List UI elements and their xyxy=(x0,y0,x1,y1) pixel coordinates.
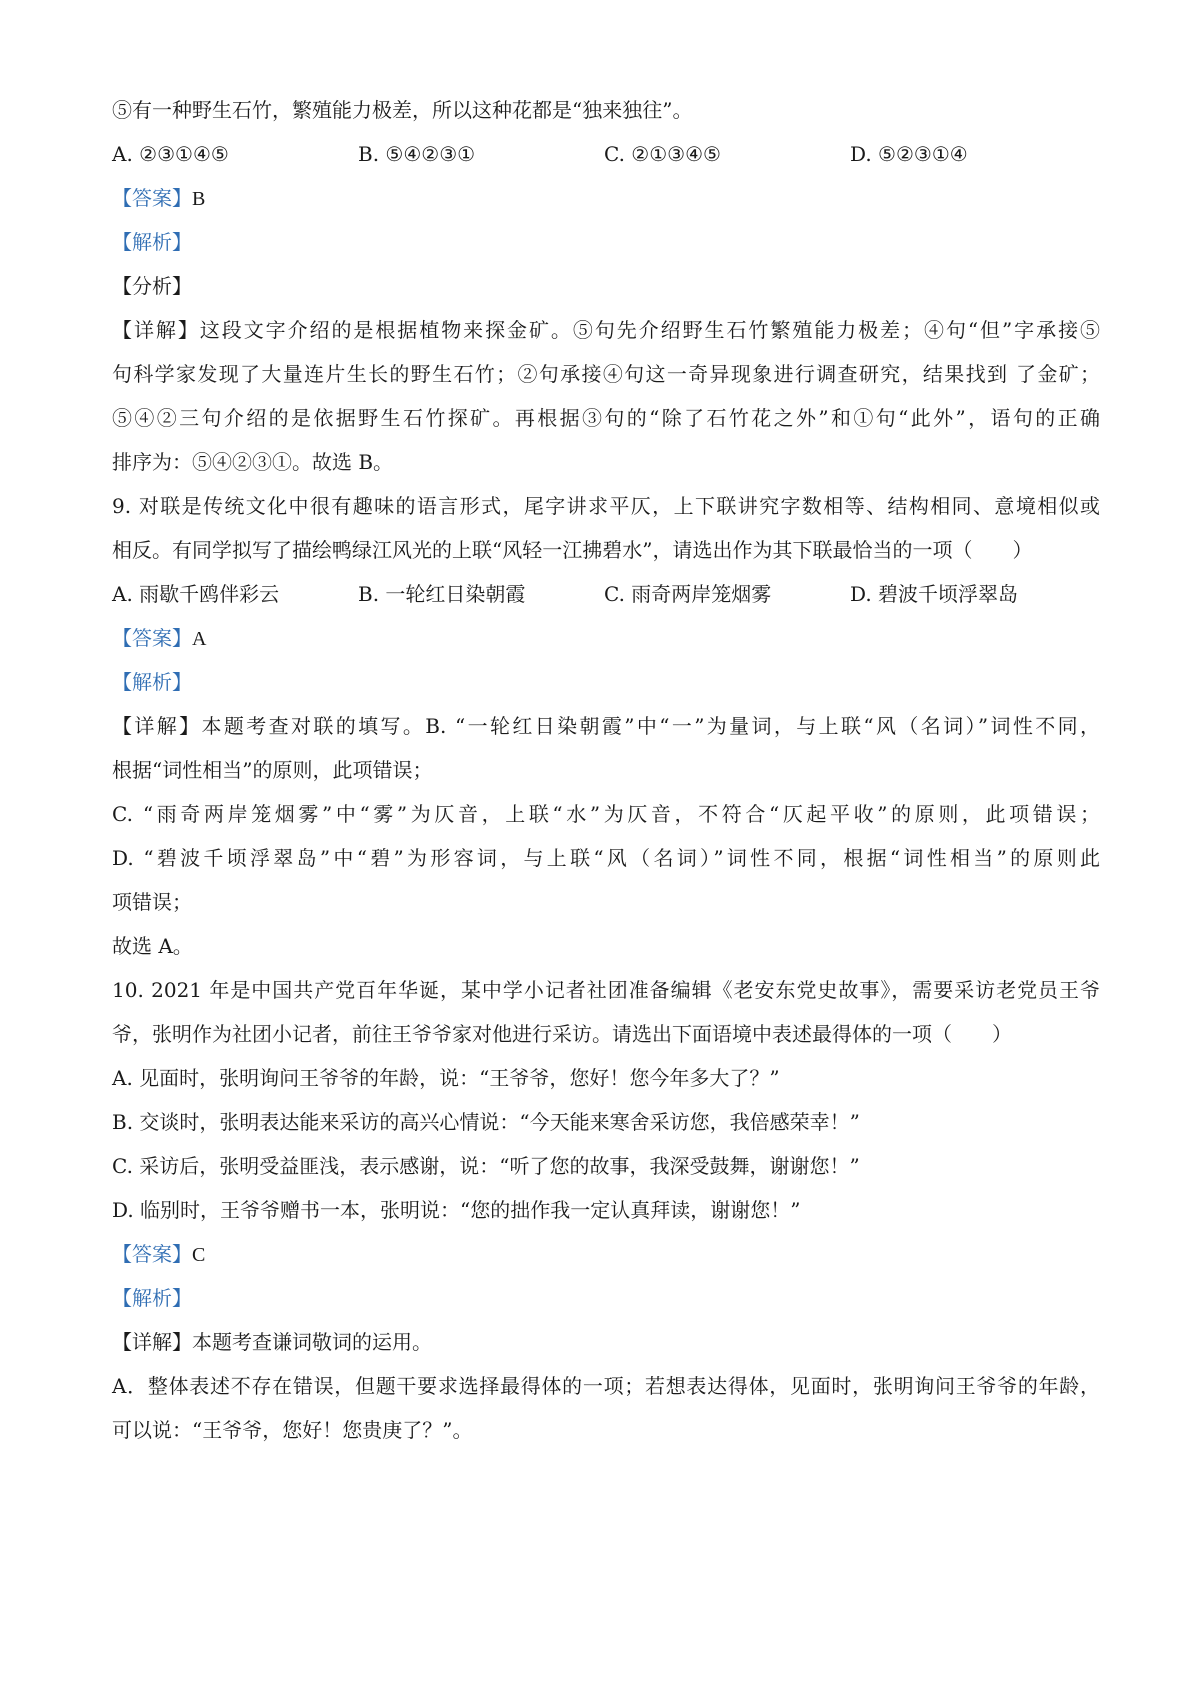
q10-stem-line-2: 爷，张明作为社团小记者，前往王爷爷家对他进行采访。请选出下面语境中表述最得体的一项（ ） xyxy=(112,1022,1012,1046)
q10-option-b: B. 交谈时，张明表达能来采访的高兴心情说：“今天能来寒舍采访您，我倍感荣幸！” xyxy=(112,1110,860,1134)
answer-value: B xyxy=(192,188,206,210)
answer-tag: 【答案】 xyxy=(112,626,192,650)
q9-options xyxy=(112,580,1100,608)
q9-option-d: D. 碧波千顷浮翠岛 xyxy=(850,582,1019,606)
q9-answer xyxy=(112,624,1100,653)
q8-fenxi-heading xyxy=(112,272,1100,300)
detail-tag: 【详解】 xyxy=(112,714,202,738)
detail-text: 这段文字介绍的是根据植物来探金矿。⑤句先介绍野生石竹繁殖能力极差；④句“但”字承接⑤ xyxy=(199,318,1101,342)
q10-detail-line-2: A．整体表述不存在错误，但题干要求选择最得体的一项；若想表达得体，见面时，张明询问王爷爷的年龄， xyxy=(112,1374,1100,1398)
q9-detail-line-4: D. “碧波千顷浮翠岛”中“碧”为形容词，与上联“风（名词）”词性不同，根据“词性相当”的原则此 xyxy=(112,846,1100,870)
detail-tag: 【详解】 xyxy=(112,1330,192,1354)
q9-detail-line-1 xyxy=(112,712,1100,740)
analysis-tag: 【解析】 xyxy=(112,230,192,254)
detail-text: 本题考查对联的填写。B. “一轮红日染朝霞”中“一”为量词，与上联“风（名词）”词性不同， xyxy=(201,714,1100,738)
q8-answer xyxy=(112,184,1100,213)
q9-analysis-heading xyxy=(112,668,1100,696)
q10-answer xyxy=(112,1240,1100,1269)
q8-detail-line-1 xyxy=(112,316,1100,344)
q10-stem-line-1: 10. 2021 年是中国共产党百年华诞，某中学小记者社团准备编辑《老安东党史故事》，需要采访老党员王爷 xyxy=(112,978,1100,1002)
q8-detail-line-4: 排序为：⑤④②③①。故选 B。 xyxy=(112,450,394,474)
q8-option-a: A. ②③①④⑤ xyxy=(112,142,229,166)
q9-option-b: B. 一轮红日染朝霞 xyxy=(358,582,526,606)
analysis-tag: 【解析】 xyxy=(112,670,192,694)
q10-option-d: D. 临别时，王爷爷赠书一本，张明说：“您的拙作我一定认真拜读，谢谢您！” xyxy=(112,1198,801,1222)
q9-option-a: A. 雨歇千鸥伴彩云 xyxy=(112,582,280,606)
q10-detail-line-3: 可以说：“王爷爷，您好！您贵庚了？”。 xyxy=(112,1418,473,1442)
q10-option-a: A. 见面时，张明询问王爷爷的年龄，说：“王爷爷，您好！您今年多大了？” xyxy=(112,1066,780,1090)
answer-tag: 【答案】 xyxy=(112,1242,192,1266)
q10-option-c: C. 采访后，张明受益匪浅，表示感谢，说：“听了您的故事，我深受鼓舞，谢谢您！” xyxy=(112,1154,860,1178)
q8-detail-line-2: 句科学家发现了大量连片生长的野生石竹；②句承接④句这一奇异现象进行调查研究，结果找到 了金矿； xyxy=(112,362,1100,386)
q9-detail-line-3: C. “雨奇两岸笼烟雾”中“雾”为仄音，上联“水”为仄音，不符合“仄起平收”的原则，此项错误； xyxy=(112,802,1100,826)
q8-detail-line-3: ⑤④②三句介绍的是依据野生石竹探矿。再根据③句的“除了石竹花之外”和①句“此外”，语句的正确 xyxy=(112,406,1100,430)
q9-detail-line-5: 项错误； xyxy=(112,890,192,914)
q9-detail-line-2: 根据“词性相当”的原则，此项错误； xyxy=(112,758,433,782)
q8-option-b: B. ⑤④②③① xyxy=(358,142,476,166)
q10-detail-line-1 xyxy=(112,1328,1100,1356)
answer-tag: 【答案】 xyxy=(112,186,192,210)
q8-option-c: C. ②①③④⑤ xyxy=(604,142,721,166)
answer-value: A xyxy=(192,628,207,650)
q8-options xyxy=(112,140,1100,168)
fenxi-tag: 【分析】 xyxy=(112,274,192,298)
q9-detail-line-6: 故选 A。 xyxy=(112,934,193,958)
q8-option-d: D. ⑤②③①④ xyxy=(850,142,968,166)
q9-stem-line-1: 9. 对联是传统文化中很有趣味的语言形式，尾字讲求平仄，上下联讲究字数相等、结构相同、意境相似或 xyxy=(112,494,1100,518)
q8-sentence-5: ⑤有一种野生石竹，繁殖能力极差，所以这种花都是“独来独往”。 xyxy=(112,98,693,122)
q8-analysis-heading xyxy=(112,228,1100,256)
q9-option-c: C. 雨奇两岸笼烟雾 xyxy=(604,582,772,606)
q10-analysis-heading xyxy=(112,1284,1100,1312)
answer-value: C xyxy=(192,1244,206,1266)
detail-tag: 【详解】 xyxy=(112,318,200,342)
detail-text: 本题考查谦词敬词的运用。 xyxy=(192,1330,432,1354)
analysis-tag: 【解析】 xyxy=(112,1286,192,1310)
q9-stem-line-2: 相反。有同学拟写了描绘鸭绿江风光的上联“风轻一江拂碧水”，请选出作为其下联最恰当的一项（ ） xyxy=(112,538,1033,562)
